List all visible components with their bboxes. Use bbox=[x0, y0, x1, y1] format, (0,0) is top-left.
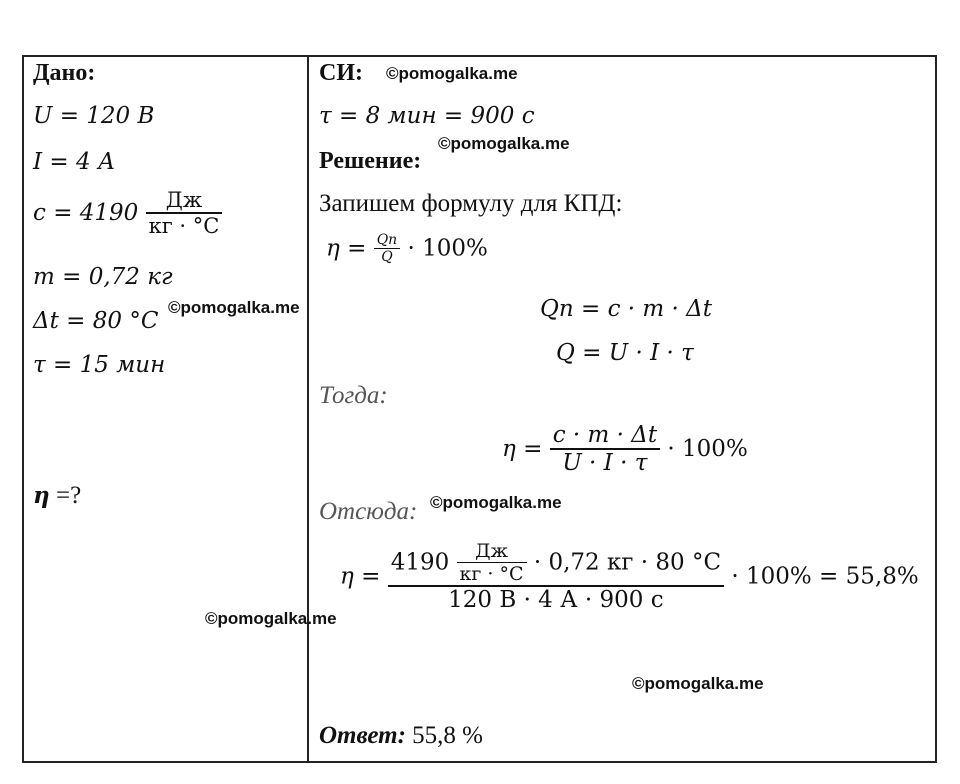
efficiency-expanded-rhs: · 100% bbox=[667, 436, 748, 462]
given-delta-t: Δt = 80 °С bbox=[33, 308, 159, 334]
find-symbol: η bbox=[33, 482, 50, 509]
efficiency-formula bbox=[326, 232, 488, 265]
watermark: ©pomogalka.me bbox=[632, 674, 764, 693]
efficiency-expanded-fraction bbox=[550, 422, 660, 476]
given-specific-heat-unit bbox=[146, 188, 223, 238]
efficiency-rhs: · 100% bbox=[407, 235, 488, 262]
efficiency-expanded-denominator: U · I · τ bbox=[550, 448, 660, 476]
given-specific-heat-value: c = 4190 bbox=[33, 200, 139, 226]
calculation-numerator bbox=[388, 540, 724, 585]
efficiency-expanded-lhs: η = bbox=[502, 436, 550, 462]
find-quantity bbox=[33, 482, 81, 510]
unit-numerator: Дж bbox=[165, 188, 203, 212]
calculation-fraction bbox=[388, 540, 724, 613]
watermark: ©pomogalka.me bbox=[205, 609, 337, 628]
answer-value: 55,8 % bbox=[405, 722, 483, 749]
solution-title: Решение: bbox=[319, 148, 422, 174]
calculation-c-value: 4190 bbox=[390, 549, 450, 576]
watermark: ©pomogalka.me bbox=[430, 493, 562, 512]
calculation-unit-numerator: Дж bbox=[475, 540, 509, 562]
given-tau: τ = 15 мин bbox=[33, 352, 166, 378]
given-current: I = 4 А bbox=[33, 149, 116, 175]
calculation-c-unit bbox=[457, 540, 527, 585]
solution-intro: Запишем формулу для КПД: bbox=[319, 190, 623, 217]
efficiency-numerator: Qп bbox=[376, 232, 398, 248]
answer-label: Ответ: bbox=[319, 722, 406, 749]
unit-denominator: кг · °С bbox=[146, 212, 223, 238]
si-title: СИ: bbox=[319, 60, 363, 86]
calculation-denominator: 120 В · 4 А · 900 с bbox=[388, 585, 724, 613]
column-divider bbox=[307, 55, 309, 763]
efficiency-expanded-numerator: c · m · Δt bbox=[552, 422, 658, 448]
efficiency-lhs: η = bbox=[326, 235, 374, 262]
given-mass: m = 0,72 кг bbox=[33, 264, 173, 290]
given-title: Дано: bbox=[33, 60, 96, 86]
watermark: ©pomogalka.me bbox=[168, 298, 300, 317]
calculation-lhs: η = bbox=[340, 563, 388, 590]
solution-table bbox=[22, 55, 937, 763]
find-rest: =? bbox=[49, 482, 82, 509]
watermark: ©pomogalka.me bbox=[386, 64, 518, 83]
calculation-unit-denominator: кг · °С bbox=[457, 562, 527, 585]
useful-heat-formula: Qп = c · m · Δt bbox=[540, 296, 712, 322]
efficiency-fraction bbox=[374, 232, 401, 265]
si-tau: τ = 8 мин = 900 с bbox=[319, 103, 535, 129]
then-label: Тогда: bbox=[319, 382, 388, 409]
given-voltage: U = 120 В bbox=[33, 103, 155, 129]
answer bbox=[319, 722, 483, 750]
calculation-rhs: · 100% = 55,8% bbox=[731, 563, 919, 590]
watermark: ©pomogalka.me bbox=[438, 134, 570, 153]
calculation-formula bbox=[340, 540, 919, 613]
efficiency-denominator: Q bbox=[374, 248, 401, 265]
given-specific-heat bbox=[33, 188, 222, 238]
efficiency-expanded-formula bbox=[502, 422, 748, 476]
calculation-numerator-rest: · 0,72 кг · 80 °С bbox=[533, 549, 722, 576]
total-heat-formula: Q = U · I · τ bbox=[556, 340, 694, 366]
hence-label: Отсюда: bbox=[319, 498, 418, 525]
